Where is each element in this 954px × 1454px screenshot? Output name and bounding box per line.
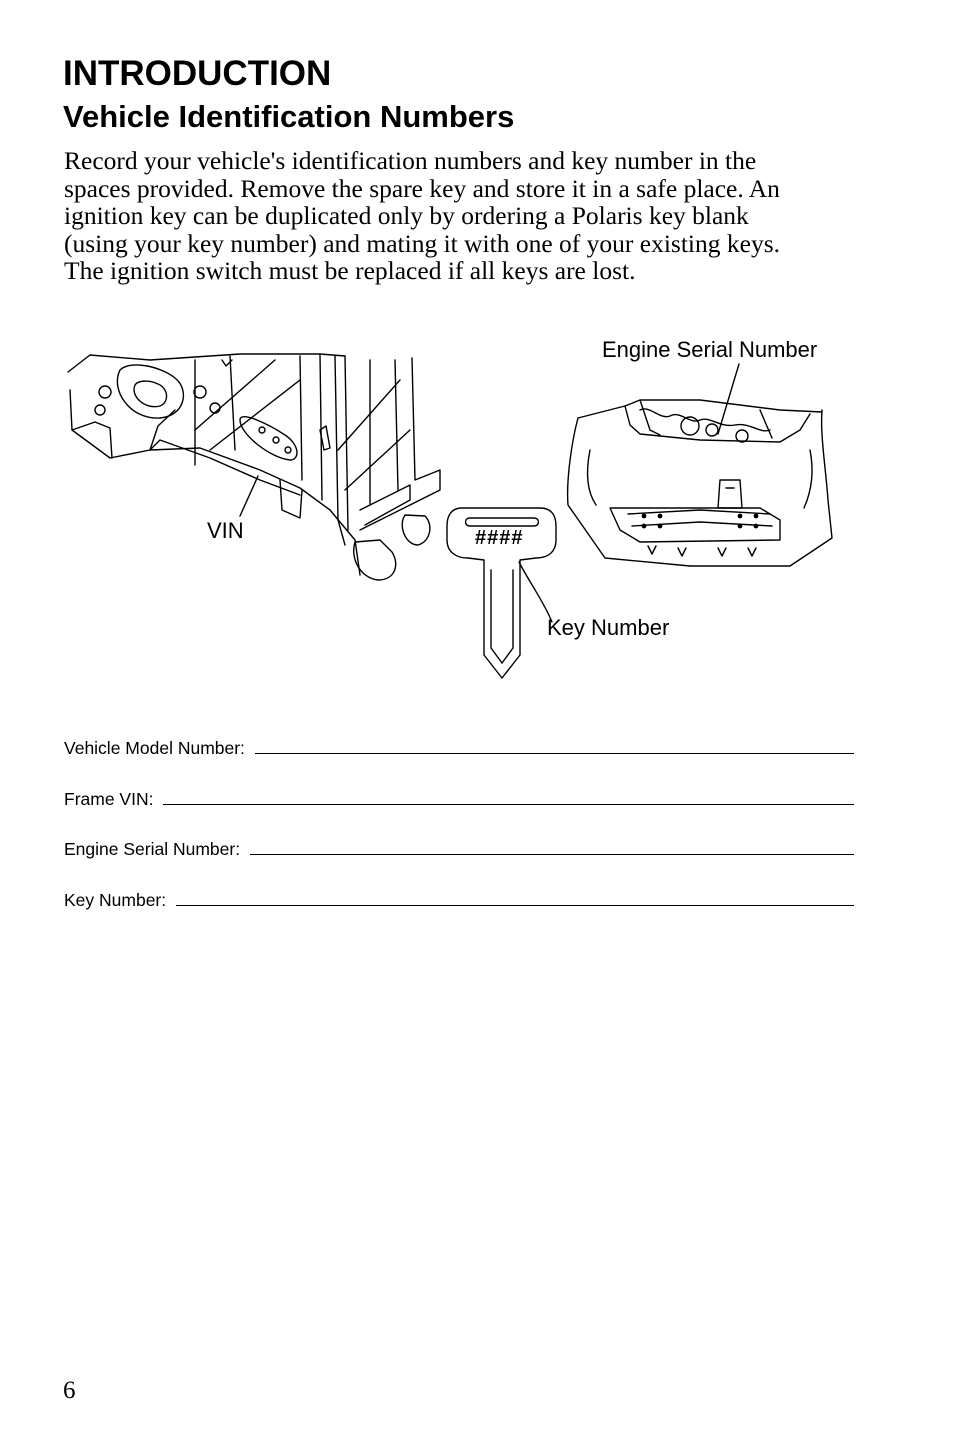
engine-serial-number-label: Engine Serial Number: <box>64 839 241 859</box>
key-number-leader-line <box>519 562 552 622</box>
key-stamp: #### <box>475 527 524 549</box>
vin-callout: VIN <box>207 518 244 543</box>
frame-vin-label: Frame VIN: <box>64 789 154 809</box>
intro-line: spaces provided. Remove the spare key and store it in a safe place. An <box>64 173 780 203</box>
page-title: INTRODUCTION <box>63 54 332 93</box>
write-in-line[interactable] <box>163 804 854 805</box>
write-in-line[interactable] <box>250 854 854 855</box>
vin-leader-line <box>240 476 258 516</box>
intro-line: The ignition switch must be replaced if all keys are lost. <box>64 256 636 285</box>
key-number-field[interactable] <box>64 887 854 911</box>
engine-serial-leader-line <box>718 364 739 434</box>
identification-illustration <box>0 330 954 690</box>
write-in-line[interactable] <box>176 905 854 906</box>
key-number-callout: Key Number <box>547 615 670 640</box>
key-number-label: Key Number: <box>64 890 167 910</box>
intro-paragraph <box>64 147 894 285</box>
page-number: 6 <box>63 1377 76 1404</box>
engine-serial-number-field[interactable] <box>64 836 854 860</box>
vehicle-model-number-field[interactable] <box>64 735 854 759</box>
frame-vin-field[interactable] <box>64 786 854 810</box>
intro-line: ignition key can be duplicated only by ordering a Polaris key blank <box>64 201 749 230</box>
section-title: Vehicle Identification Numbers <box>63 99 515 134</box>
vehicle-model-number-label: Vehicle Model Number: <box>64 738 245 758</box>
engine-compartment-drawing <box>568 400 832 566</box>
frame-drawing <box>68 354 440 580</box>
intro-line: Record your vehicle's identification numbers and key number in the <box>64 146 757 175</box>
write-in-line[interactable] <box>255 753 854 754</box>
identification-figure <box>0 330 954 690</box>
engine-serial-number-callout: Engine Serial Number <box>602 337 818 362</box>
intro-line: (using your key number) and mating it with one of your existing keys. <box>64 228 781 258</box>
